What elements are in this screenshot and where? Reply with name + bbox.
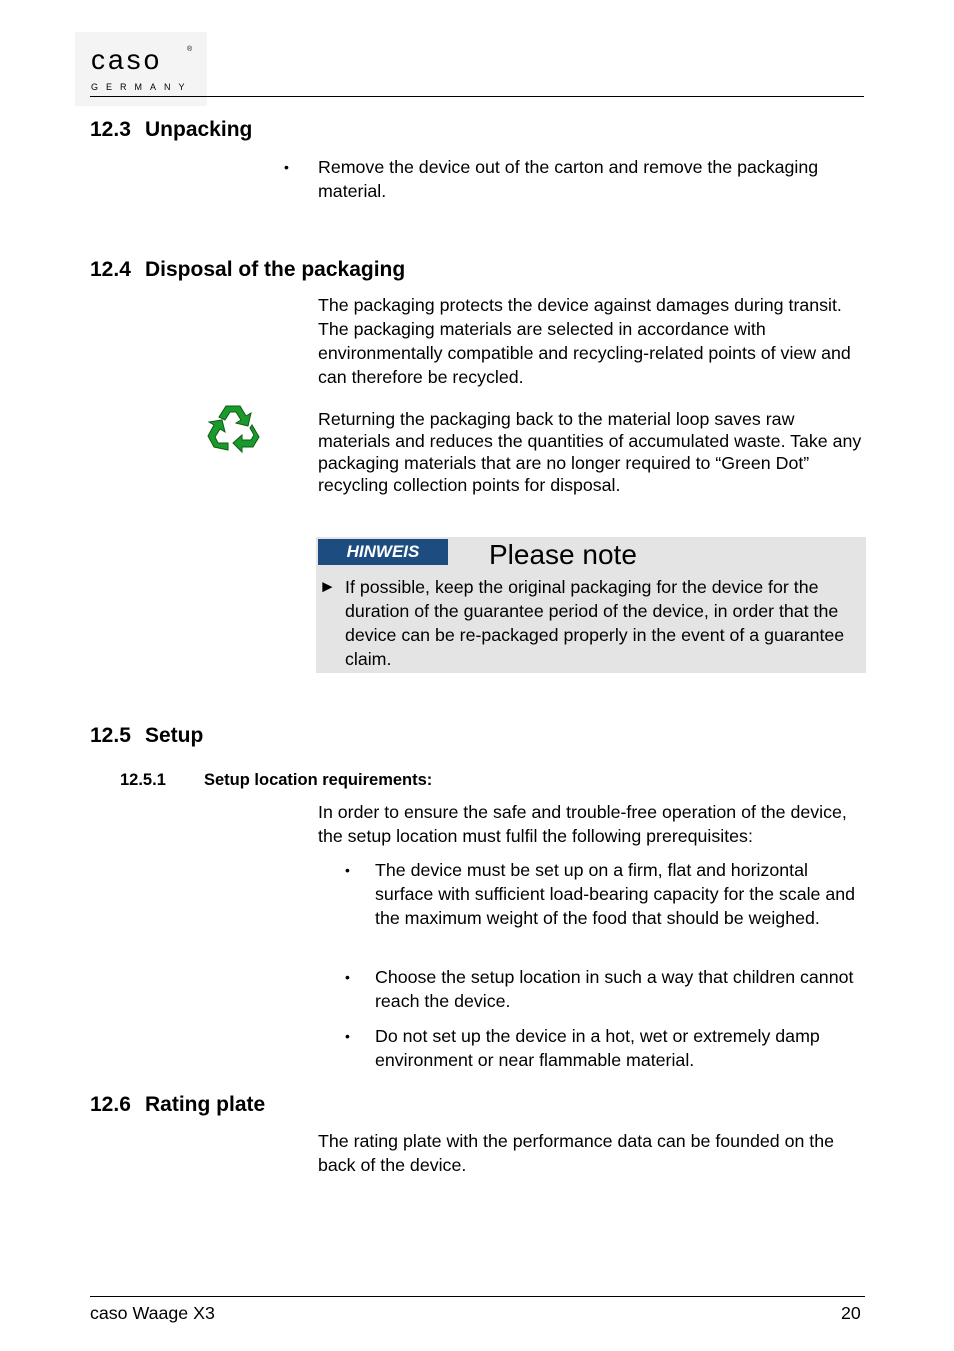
recycle-icon bbox=[206, 402, 260, 454]
arrow-right-icon: ► bbox=[319, 577, 336, 596]
heading-number: 12.6 bbox=[90, 1093, 131, 1116]
heading-rating-plate bbox=[90, 1093, 265, 1117]
logo-registered-mark: ® bbox=[187, 46, 193, 53]
bullet-text: Do not set up the device in a hot, wet or extremely damp environment or near flammable material. bbox=[375, 1026, 820, 1070]
rating-plate-text: The rating plate with the performance data can be founded on the back of the device. bbox=[318, 1131, 835, 1175]
setup-intro: In order to ensure the safe and trouble-free operation of the device, the setup location must fulfil the following prerequisites: bbox=[318, 802, 847, 846]
footer-product-name: caso Waage X3 bbox=[90, 1303, 215, 1323]
logo-wordmark: caso bbox=[91, 44, 163, 75]
logo-subtitle: GERMANY bbox=[91, 82, 193, 92]
heading-setup bbox=[90, 724, 203, 748]
bullet-text: Remove the device out of the carton and remove the packaging material. bbox=[318, 157, 819, 201]
note-text: If possible, keep the original packaging for the device for the duration of the guarantee period of the device, in order that the device can be re-packaged properly in the event of a guarantee claim. bbox=[345, 577, 845, 669]
header-rule bbox=[90, 96, 864, 97]
heading-title: Unpacking bbox=[145, 118, 253, 141]
heading-number: 12.4 bbox=[90, 258, 131, 281]
heading-number: 12.5 bbox=[90, 724, 131, 747]
subheading-number: 12.5.1 bbox=[120, 771, 166, 789]
note-title: Please note bbox=[489, 539, 637, 570]
note-box bbox=[316, 537, 866, 673]
bullet-dot: • bbox=[345, 1028, 350, 1044]
hinweis-badge: HINWEIS bbox=[318, 539, 448, 565]
bullet-dot: • bbox=[345, 969, 350, 985]
bullet-text: The device must be set up on a firm, flat and horizontal surface with sufficient load-bearing capacity for the scale and the maximum weight of the food that should be weighed. bbox=[375, 860, 856, 928]
subheading-title: Setup location requirements: bbox=[204, 771, 433, 789]
heading-title: Disposal of the packaging bbox=[145, 258, 406, 281]
heading-number: 12.3 bbox=[90, 118, 131, 141]
heading-unpacking bbox=[90, 118, 252, 142]
subheading-setup-location bbox=[120, 770, 432, 790]
footer-rule bbox=[90, 1296, 865, 1297]
heading-disposal bbox=[90, 258, 405, 282]
disposal-paragraph-1: The packaging protects the device against damages during transit. The packaging materials are selected in accordance with environmentally compatible and recycling-related points of view and can therefore be recycled. bbox=[318, 295, 851, 387]
disposal-paragraph-2: Returning the packaging back to the material loop saves raw materials and reduces the quantities of accumulated waste. Take any packaging materials that are no longer required to “Green Dot” recycling collection points for disposal. bbox=[318, 409, 862, 495]
heading-title: Rating plate bbox=[145, 1093, 266, 1116]
bullet-dot: • bbox=[284, 159, 289, 175]
page-number: 20 bbox=[841, 1303, 861, 1323]
bullet-text: Choose the setup location in such a way that children cannot reach the device. bbox=[375, 967, 854, 1011]
bullet-dot: • bbox=[345, 862, 350, 878]
heading-title: Setup bbox=[145, 724, 204, 747]
brand-logo bbox=[75, 32, 207, 106]
